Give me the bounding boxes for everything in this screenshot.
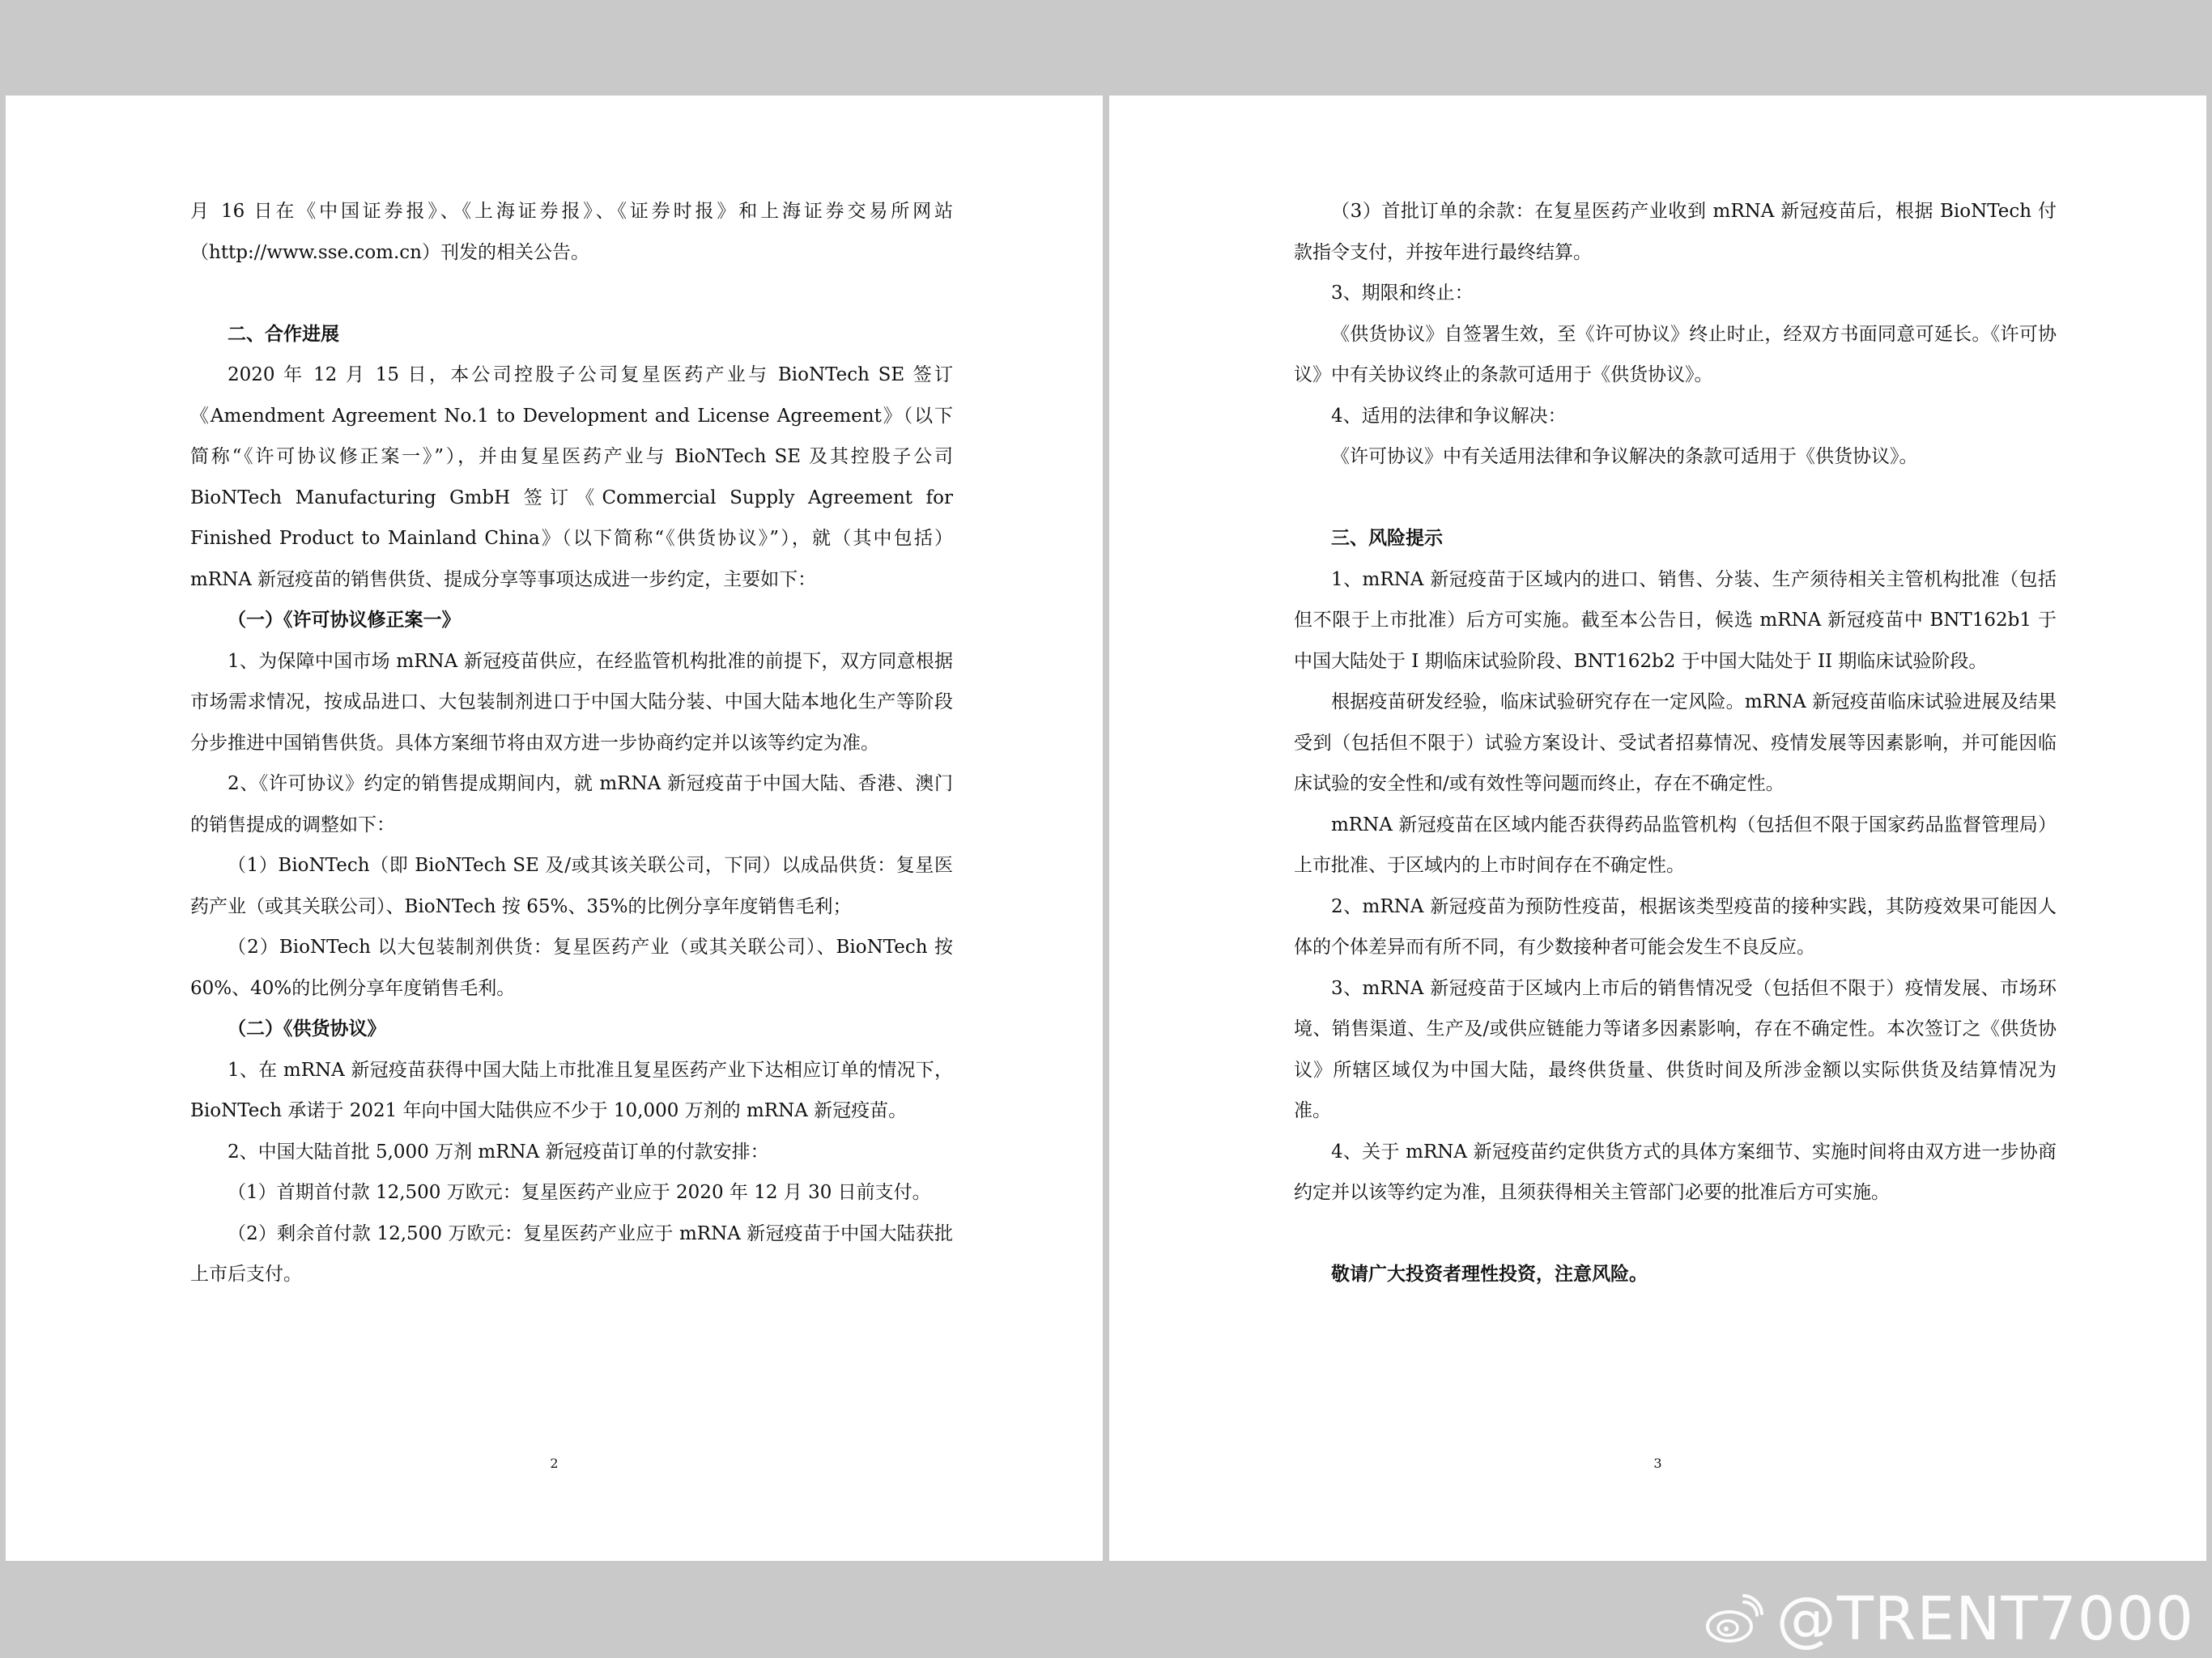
page-body <box>190 191 953 1295</box>
paragraph: （3）首批订单的余款：在复星医药产业收到 mRNA 新冠疫苗后，根据 BioNTech 付款指令支付，并按年进行最终结算。 <box>1294 201 2057 263</box>
spacer <box>1294 478 2057 519</box>
paragraph: （1）BioNTech（即 BioNTech SE 及/或其该关联公司，下同）以成品供货：复星医药产业（或其关联公司）、BioNTech 按 65%、35%的比例分享年度销售毛利； <box>190 855 953 917</box>
spacer <box>1294 1214 2057 1255</box>
paragraph: 2、中国大陆首批 5,000 万剂 mRNA 新冠疫苗订单的付款安排： <box>228 1141 769 1163</box>
section-heading: 二、合作进展 <box>228 323 339 345</box>
paragraph: （2）BioNTech 以大包装制剂供货：复星医药产业（或其关联公司）、BioNTech 按 60%、40%的比例分享年度销售毛利。 <box>190 937 953 999</box>
document-page-3 <box>1109 96 2206 1561</box>
spacer <box>190 273 953 314</box>
paragraph: 《许可协议》中有关适用法律和争议解决的条款可适用于《供货协议》。 <box>1331 446 1918 467</box>
paragraph: 根据疫苗研发经验，临床试验研究存在一定风险。mRNA 新冠疫苗临床试验进展及结果受到（包括但不限于）试验方案设计、受试者招募情况、疫情发展等因素影响，并可能因临床试验的安全性和/或有效性等问题而终止，存在不确定性。 <box>1294 691 2057 794</box>
paragraph: 4、关于 mRNA 新冠疫苗约定供货方式的具体方案细节、实施时间将由双方进一步协商约定并以该等约定为准，且须获得相关主管部门必要的批准后方可实施。 <box>1294 1141 2057 1203</box>
paragraph: （2）剩余首付款 12,500 万欧元：复星医药产业应于 mRNA 新冠疫苗于中国大陆获批上市后支付。 <box>190 1222 953 1285</box>
paragraph: 4、适用的法律和争议解决： <box>1331 405 1567 427</box>
page-number: 2 <box>550 1456 559 1471</box>
closing-notice: 敬请广大投资者理性投资，注意风险。 <box>1331 1264 1648 1285</box>
paragraph: 1、在 mRNA 新冠疫苗获得中国大陆上市批准且复星医药产业下达相应订单的情况下，BioNTech 承诺于 2021 年向中国大陆供应不少于 10,000 万剂的 mRNA 新冠疫苗。 <box>190 1059 953 1121</box>
page-number: 3 <box>1653 1456 1662 1471</box>
subsection-heading: （一）《许可协议修正案一》 <box>228 610 461 631</box>
weibo-icon <box>1705 1594 1763 1644</box>
paragraph: 2、《许可协议》约定的销售提成期间内，就 mRNA 新冠疫苗于中国大陆、香港、澳门的销售提成的调整如下： <box>190 773 953 835</box>
section-heading: 三、风险提示 <box>1331 528 1443 549</box>
page-body <box>1294 191 2057 1295</box>
paragraph: 2020 年 12 月 15 日，本公司控股子公司复星医药产业与 BioNTech SE 签订《Amendment Agreement No.1 to Development and License Agreement》（以下简称“《许可协议修正案一》”），并由复星医药产业与 BioNTech SE 及其控股子公司 BioNTech Manufacturing GmbH 签订《Commercial Supply Agreement for Finished Product to Mainland China》（以下简称“《供货协议》”），就（其中包括）mRNA 新冠疫苗的销售供货、提成分享等事项达成进一步约定，主要如下： <box>190 364 953 590</box>
watermark <box>1705 1585 2194 1653</box>
watermark-text: @TRENT7000 <box>1776 1584 2194 1654</box>
paragraph: 1、mRNA 新冠疫苗于区域内的进口、销售、分装、生产须待相关主管机构批准（包括但不限于上市批准）后方可实施。截至本公告日，候选 mRNA 新冠疫苗中 BNT162b1 于中国大陆处于 I 期临床试验阶段、BNT162b2 于中国大陆处于 II 期临床试验阶段。 <box>1294 568 2057 672</box>
paragraph: 3、期限和终止： <box>1331 283 1474 304</box>
paragraph: 1、为保障中国市场 mRNA 新冠疫苗供应，在经监管机构批准的前提下，双方同意根据市场需求情况，按成品进口、大包装制剂进口于中国大陆分装、中国大陆本地化生产等阶段分步推进中国销售供货。具体方案细节将由双方进一步协商约定并以该等约定为准。 <box>190 650 953 754</box>
paragraph: （1）首期首付款 12,500 万欧元：复星医药产业应于 2020 年 12 月 30 日前支付。 <box>228 1182 931 1203</box>
document-page-2 <box>6 96 1103 1561</box>
subsection-heading: （二）《供货协议》 <box>228 1018 386 1039</box>
paragraph: 2、mRNA 新冠疫苗为预防性疫苗，根据该类型疫苗的接种实践，其防疫效果可能因人体的个体差异而有所不同，有少数接种者可能会发生不良反应。 <box>1294 895 2057 958</box>
paragraph: mRNA 新冠疫苗在区域内能否获得药品监管机构（包括但不限于国家药品监督管理局）上市批准、于区域内的上市时间存在不确定性。 <box>1294 814 2057 876</box>
paragraph: 月 16 日在《中国证券报》、《上海证券报》、《证券时报》和上海证券交易所网站（http://www.sse.com.cn）刊发的相关公告。 <box>190 201 953 263</box>
paragraph: 《供货协议》自签署生效，至《许可协议》终止时止，经双方书面同意可延长。《许可协议》中有关协议终止的条款可适用于《供货协议》。 <box>1294 323 2057 385</box>
paragraph: 3、mRNA 新冠疫苗于区域内上市后的销售情况受（包括但不限于）疫情发展、市场环境、销售渠道、生产及/或供应链能力等诸多因素影响，存在不确定性。本次签订之《供货协议》所辖区域仅为中国大陆，最终供货量、供货时间及所涉金额以实际供货及结算情况为准。 <box>1294 977 2057 1121</box>
